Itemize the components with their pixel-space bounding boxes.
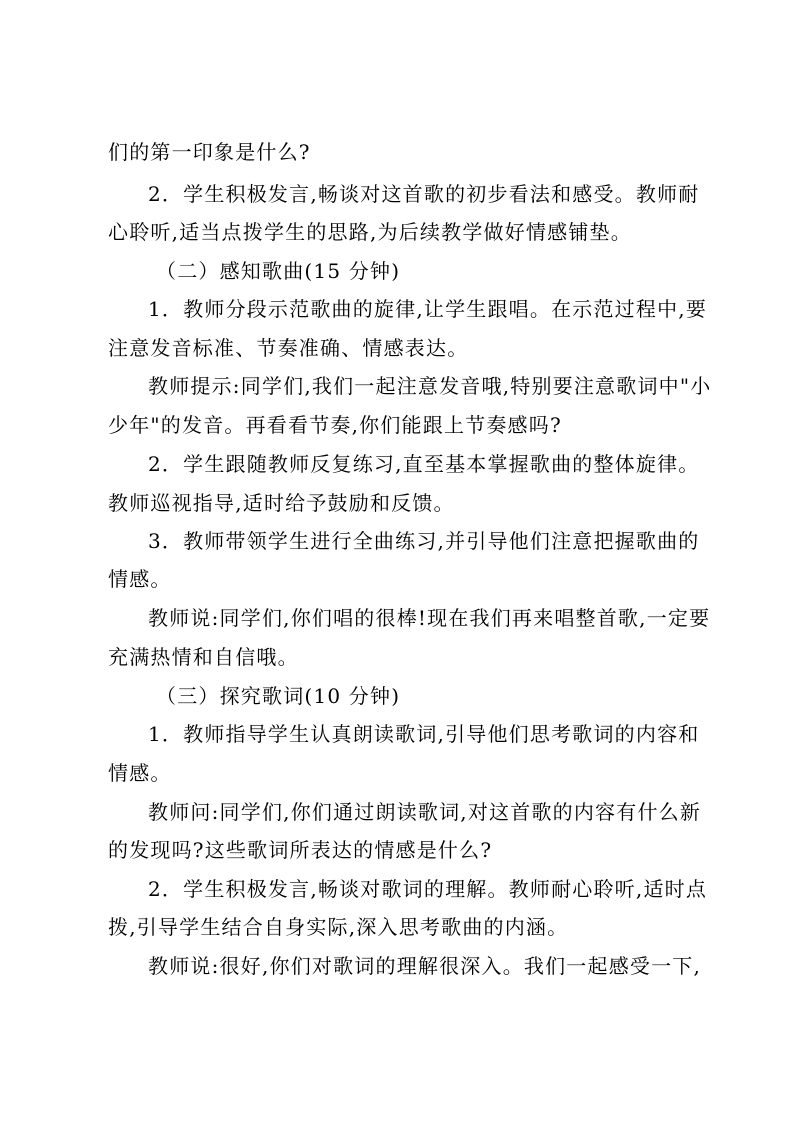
text-line: 教师提示:同学们,我们一起注意发音哦,特别要注意歌词中"小 (148, 374, 712, 398)
text-line: 1．教师分段示范歌曲的旋律,让学生跟唱。在示范过程中,要 (148, 297, 708, 321)
text-line: 2．学生积极发言,畅谈对这首歌的初步看法和感受。教师耐 (148, 182, 700, 206)
section-heading: （三）探究歌词(10 分钟) (156, 684, 401, 708)
text-line: 情感。 (108, 567, 172, 591)
text-line: 的发现吗?这些歌词所表达的情感是什么? (108, 838, 493, 862)
text-line: 教师说:同学们,你们唱的很棒!现在我们再来唱整首歌,一定要 (148, 606, 711, 630)
text-line: 2．学生积极发言,畅谈对歌词的理解。教师耐心聆听,适时点 (148, 877, 708, 901)
text-line: 教师说:很好,你们对歌词的理解很深入。我们一起感受一下, (148, 954, 702, 978)
text-line: 情感。 (108, 761, 172, 785)
text-line: 1．教师指导学生认真朗读歌词,引导他们思考歌词的内容和 (148, 722, 700, 746)
text-line: 少年"的发音。再看看节奏,你们能跟上节奏感吗? (108, 413, 562, 437)
section-heading: （二）感知歌曲(15 分钟) (156, 259, 401, 283)
text-line: 充满热情和自信哦。 (108, 645, 299, 669)
text-line: 2．学生跟随教师反复练习,直至基本掌握歌曲的整体旋律。 (148, 452, 700, 476)
text-line: 教师问:同学们,你们通过朗读歌词,对这首歌的内容有什么新 (148, 800, 702, 824)
text-line: 心聆听,适当点拨学生的思路,为后续教学做好情感铺垫。 (108, 220, 632, 244)
text-line: 3．教师带领学生进行全曲练习,并引导他们注意把握歌曲的 (148, 529, 700, 553)
text-line: 注意发音标准、节奏准确、情感表达。 (108, 336, 469, 360)
text-line: 教师巡视指导,适时给予鼓励和反馈。 (108, 491, 455, 515)
text-line: 们的第一印象是什么? (108, 140, 311, 164)
text-line: 拨,引导学生结合自身实际,深入思考歌曲的内涵。 (108, 915, 569, 939)
